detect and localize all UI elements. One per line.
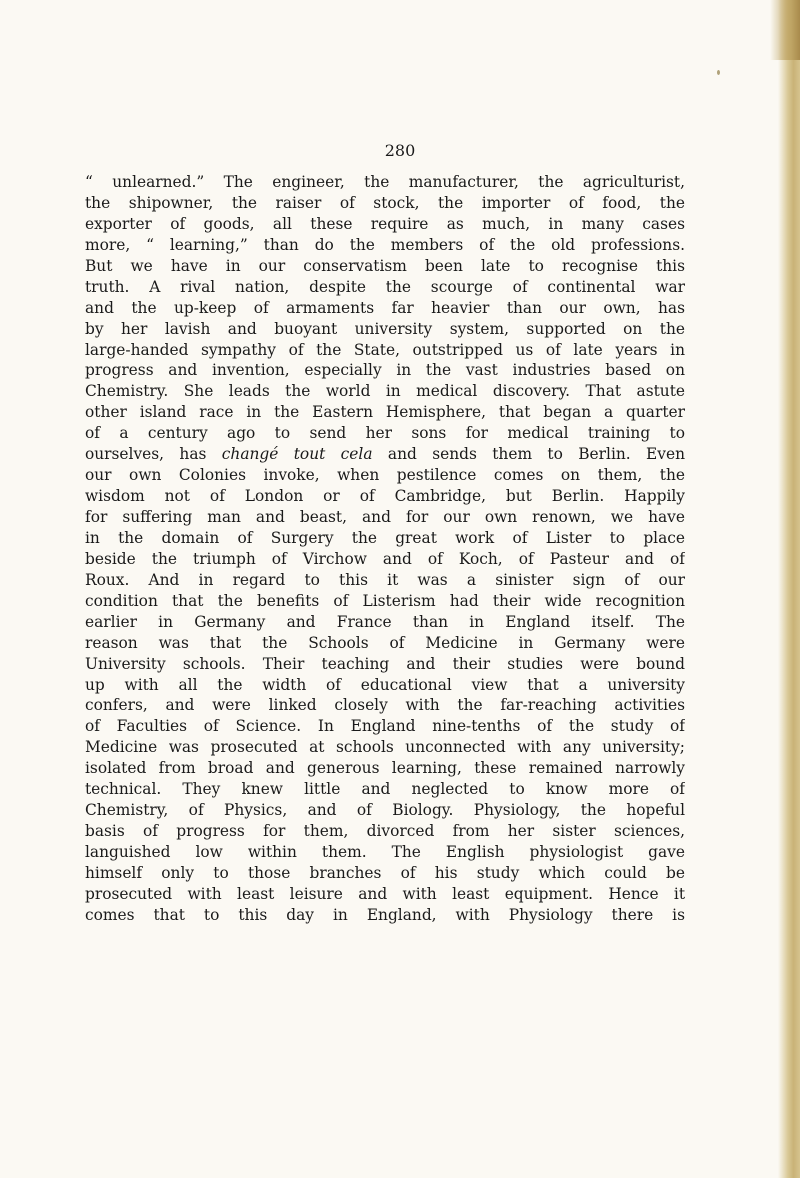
text-line: isolated from broad and generous learning, these remained narrowly	[85, 759, 685, 778]
text-line: technical. They knew little and neglected to know more of	[85, 780, 685, 799]
text-line: large-handed sympathy of the State, outstripped us of late years in	[85, 340, 685, 359]
text-line: for suffering man and beast, and for our own renown, we have	[85, 508, 685, 526]
text-line: Chemistry. She leads the world in medical discovery. That astute	[85, 382, 685, 401]
text-line: truth. A rival nation, despite the scourge of continental war	[85, 277, 685, 296]
text-line: basis of progress for them, divorced from her sister sciences,	[85, 822, 685, 841]
body-text	[85, 172, 685, 926]
text-line: the shipowner, the raiser of stock, the importer of food, the	[85, 193, 685, 212]
text-line: ourselves, has changé tout cela and sends them to Berlin. Even	[85, 445, 685, 464]
text-line: condition that the benefits of Listerism had their wide recognition	[85, 591, 685, 610]
text-line: Medicine was prosecuted at schools unconnected with any university;	[85, 738, 685, 757]
page-corner-shadow	[770, 0, 800, 60]
text-line: confers, and were linked closely with the far-reaching activities	[85, 696, 685, 715]
text-line: up with all the width of educational view that a university	[85, 675, 685, 694]
text-line: progress and invention, especially in the vast industries based on	[85, 361, 685, 380]
text-line: of a century ago to send her sons for medical training to	[85, 424, 685, 443]
text-line: in the domain of Surgery the great work of Lister to place	[85, 528, 685, 547]
text-line: and the up-keep of armaments far heavier than our own, has	[85, 298, 685, 317]
text-line: other island race in the Eastern Hemisphere, that began a quarter	[85, 403, 685, 422]
text-line: prosecuted with least leisure and with least equipment. Hence it	[85, 884, 685, 903]
text-line: Chemistry, of Physics, and of Biology. Physiology, the hopeful	[85, 801, 685, 820]
text-line: of Faculties of Science. In England nine-tenths of the study of	[85, 717, 685, 736]
text-line: “ unlearned.” The engineer, the manufacturer, the agriculturist,	[85, 173, 685, 191]
text-line: by her lavish and buoyant university system, supported on the	[85, 319, 685, 338]
text-line: But we have in our conservatism been late to recognise this	[85, 256, 685, 275]
paper-speck	[717, 70, 720, 75]
text-line: Roux. And in regard to this it was a sinister sign of our	[85, 570, 685, 589]
text-line: beside the triumph of Virchow and of Koch, of Pasteur and of	[85, 549, 685, 568]
italic-phrase: changé tout cela	[221, 445, 373, 464]
text-line: wisdom not of London or of Cambridge, but Berlin. Happily	[85, 487, 685, 506]
text-line: our own Colonies invoke, when pestilence comes on them, the	[85, 466, 685, 485]
text-line: comes that to this day in England, with Physiology there is	[85, 905, 685, 924]
text-line: University schools. Their teaching and their studies were bound	[85, 654, 685, 673]
text-line: more, “ learning,” than do the members of the old professions.	[85, 235, 685, 254]
text-line: himself only to those branches of his study which could be	[85, 863, 685, 882]
page-number: 280	[384, 141, 416, 160]
page-edge-shadow	[778, 0, 800, 1178]
text-line: reason was that the Schools of Medicine in Germany were	[85, 633, 685, 652]
text-line: earlier in Germany and France than in England itself. The	[85, 612, 685, 631]
text-line: languished low within them. The English physiologist gave	[85, 843, 685, 861]
text-line: exporter of goods, all these require as much, in many cases	[85, 214, 685, 233]
